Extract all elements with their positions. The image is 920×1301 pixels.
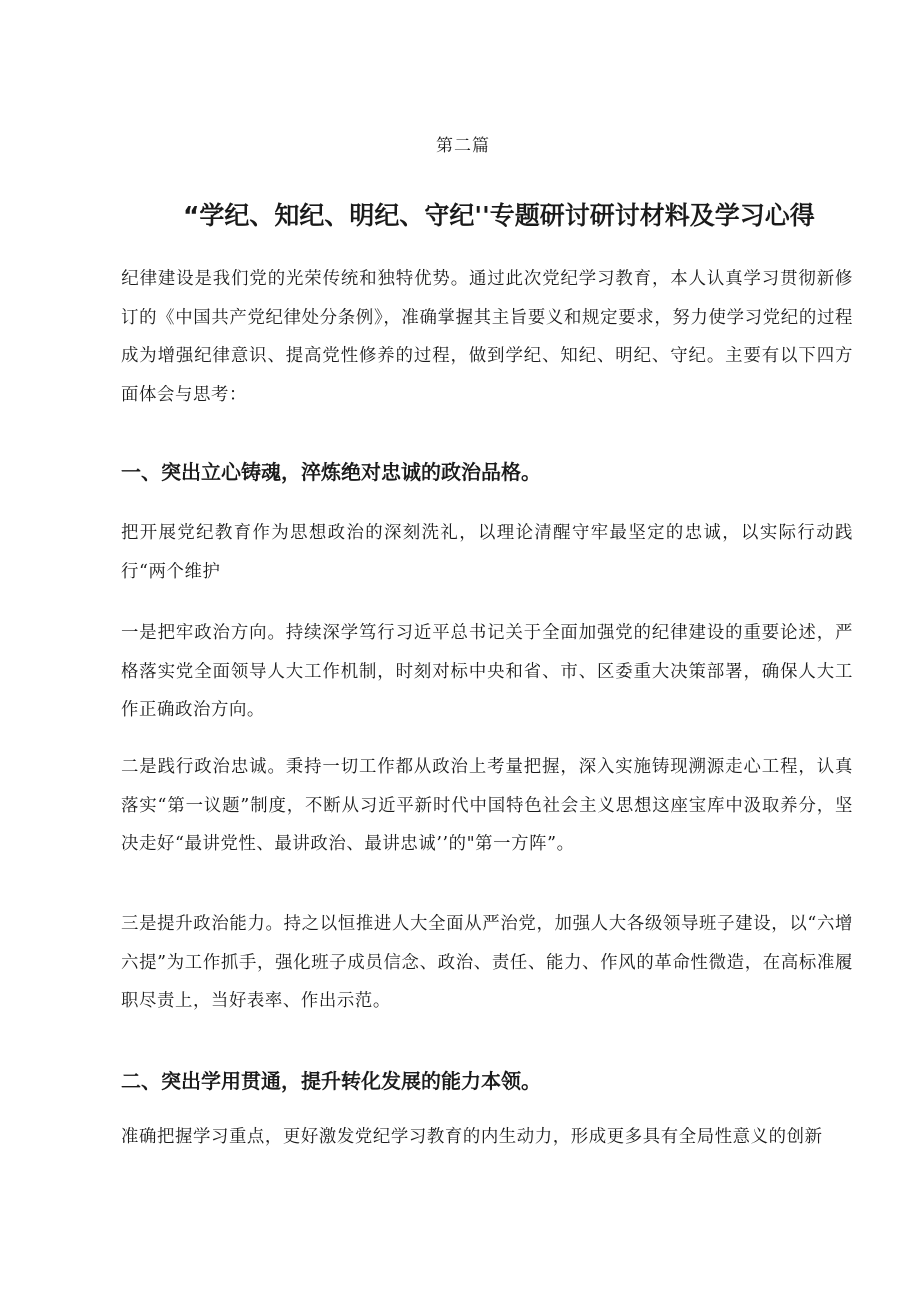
section-two-heading: 二、突出学用贯通，提升转化发展的能力本领。 bbox=[121, 1069, 541, 1093]
document-title: “学纪、知纪、明纪、守纪''专题研讨研讨材料及学习心得 bbox=[183, 201, 815, 230]
section-one-point-b: 二是践行政治忠诚。秉持一切工作都从政治上考量把握，深入实施铸现溯源走心工程，认真落实“第一议题”制度，不断从习近平新时代中国特色社会主义思想这座宝库中汲取养分，坚决走好“最讲党性、最讲政治、最讲忠诚’’的"第一方阵”。 bbox=[121, 757, 853, 854]
intro-text: 纪律建设是我们党的光荣传统和独特优势。通过此次党纪学习教育，本人认真学习贯彻新修订的《中国共产党纪律处分条例》，准确掌握其主旨要义和规定要求，努力使学习党纪的过程成为增强纪律意识、提高党性修养的过程，做到学纪、知纪、明纪、守纪。主要有以下四方面体会与思考： bbox=[121, 269, 853, 405]
section-one-point-c: 三是提升政治能力。持之以恒推进人大全面从严治党，加强人大各级领导班子建设，以“六增六提”为工作抓手，强化班子成员信念、政治、责任、能力、作风的革命性微造，在高标准履职尽责上，当好表率、作出示范。 bbox=[121, 914, 853, 1011]
section-one-point-a: 一是把牢政治方向。持续深学笃行习近平总书记关于全面加强党的纪律建设的重要论述，严格落实党全面领导人大工作机制，时刻对标中央和省、市、区委重大决策部署，确保人大工作正确政治方向。 bbox=[121, 623, 853, 720]
section-one-lead: 把开展党纪教育作为思想政治的深刻洗礼，以理论清醒守牢最坚定的忠诚，以实际行动践行“两个维护 bbox=[121, 523, 853, 582]
section-two-lead: 准确把握学习重点，更好激发党纪学习教育的内生动力，形成更多具有全局性意义的创新 bbox=[121, 1127, 823, 1147]
chapter-label: 第二篇 bbox=[436, 136, 490, 156]
intro-paragraph bbox=[121, 260, 853, 414]
section-one-heading: 一、突出立心铸魂，淬炼绝对忠诚的政治品格。 bbox=[121, 460, 541, 484]
